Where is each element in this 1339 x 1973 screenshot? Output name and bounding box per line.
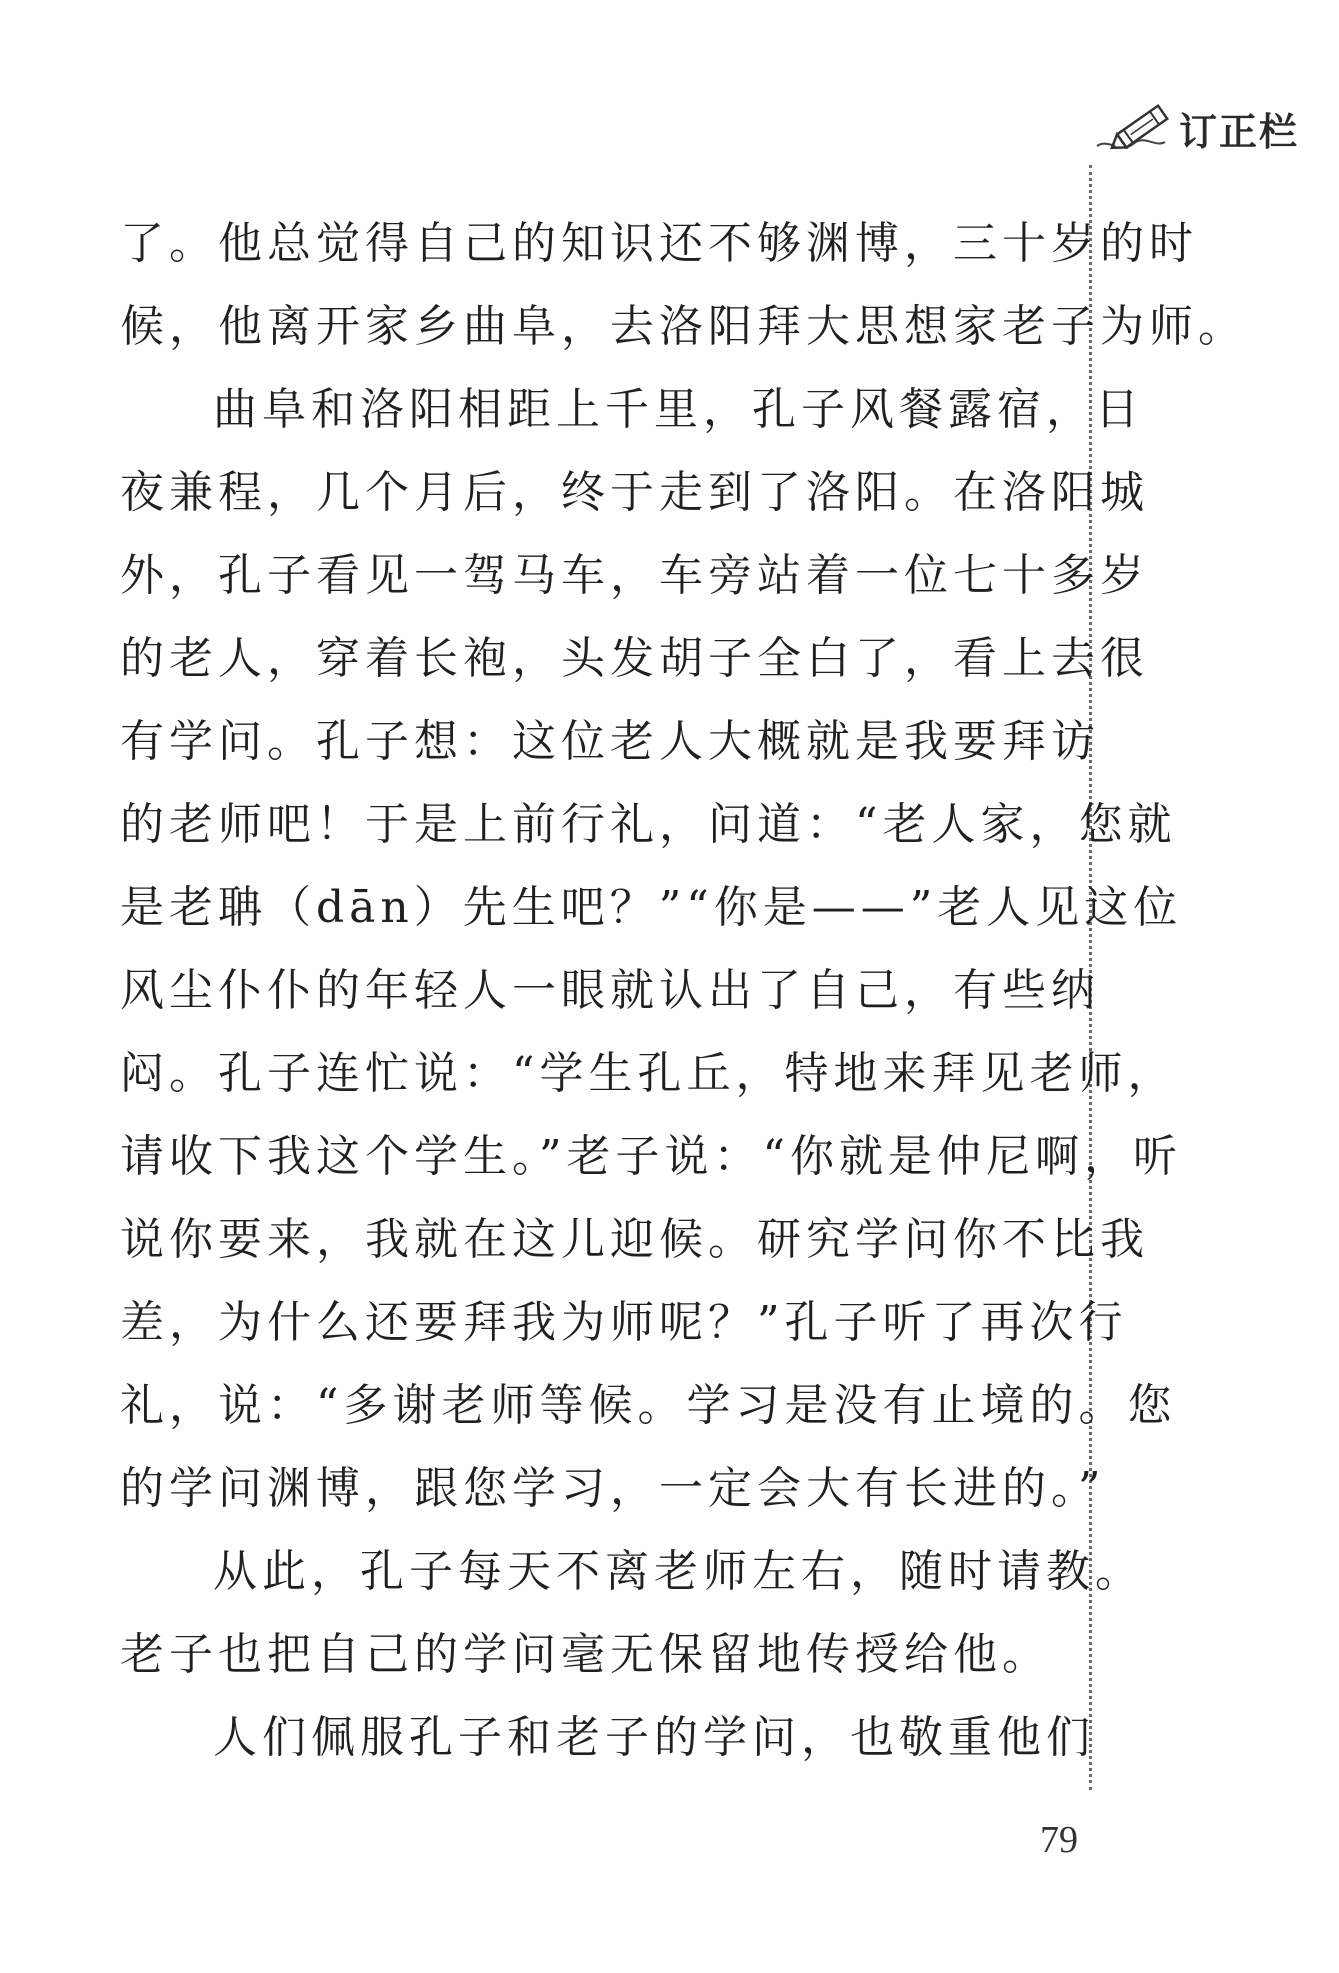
text-line: 风尘仆仆的年轻人一眼就认出了自己，有些纳 [120, 965, 1100, 1016]
text-line: 礼，说：“多谢老师等候。学习是没有止境的。您 [120, 1380, 1177, 1431]
text-line: 是老聃（dān）先生吧？”“你是——”老人见这位 [120, 882, 1183, 933]
text-line: 差，为什么还要拜我为师呢？”孔子听了再次行 [120, 1297, 1128, 1348]
text-line: 的学问渊博，跟您学习，一定会大有长进的。” [120, 1463, 1106, 1514]
text-line: 了。他总觉得自己的知识还不够渊博，三十岁的时 [120, 218, 1198, 269]
text-line: 候，他离开家乡曲阜，去洛阳拜大思想家老子为师。 [120, 301, 1247, 352]
text-line: 的老人，穿着长袍，头发胡子全白了，看上去很 [120, 633, 1149, 684]
text-line: 从此，孔子每天不离老师左右，随时请教。 [213, 1546, 1144, 1597]
correction-column-header [1095, 96, 1325, 166]
page-number: 79 [1040, 1819, 1078, 1861]
text-line: 夜兼程，几个月后，终于走到了洛阳。在洛阳城 [120, 467, 1149, 518]
text-line: 人们佩服孔子和老子的学问，也敬重他们 [213, 1712, 1095, 1763]
text-line: 说你要来，我就在这儿迎候。研究学问你不比我 [120, 1214, 1149, 1265]
text-line: 闷。孔子连忙说：“学生孔丘，特地来拜见老师， [120, 1048, 1177, 1099]
text-body [120, 202, 1247, 1779]
text-line: 老子也把自己的学问毫无保留地传授给他。 [120, 1629, 1051, 1680]
text-line: 外，孔子看见一驾马车，车旁站着一位七十多岁 [120, 550, 1149, 601]
text-line: 有学问。孔子想：这位老人大概就是我要拜访 [120, 716, 1100, 767]
text-line: 曲阜和洛阳相距上千里，孔子风餐露宿，日 [213, 384, 1144, 435]
text-line: 请收下我这个学生。”老子说：“你就是仲尼啊，听 [120, 1131, 1182, 1182]
correction-column-label: 订正栏 [1179, 110, 1300, 154]
pencil-icon [1095, 96, 1177, 158]
text-line: 的老师吧！于是上前行礼，问道：“老人家，您就 [120, 799, 1177, 850]
